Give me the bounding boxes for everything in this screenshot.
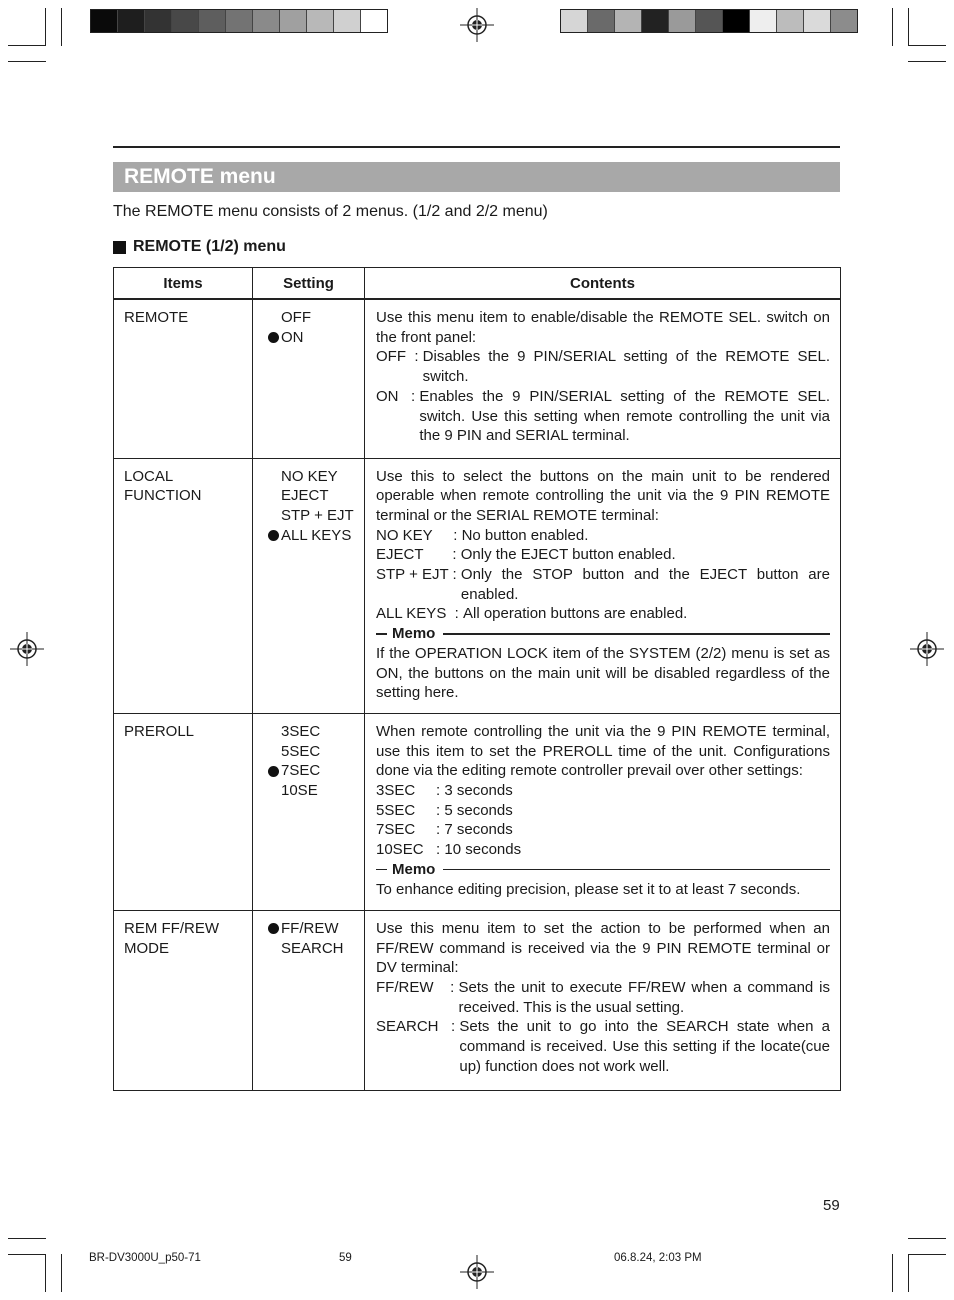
definition-desc: 3 seconds (444, 782, 513, 800)
color-swatch (561, 10, 588, 32)
color-swatch (777, 10, 804, 32)
footer-file: BR-DV3000U_p50-71 (89, 1252, 201, 1264)
definition-term: NO KEY : (376, 526, 462, 544)
memo-dash (376, 633, 387, 635)
definition-desc: Disables the 9 PIN/SERIAL setting of the REMOTE SEL. switch. (422, 348, 830, 386)
definition-desc: Enables the 9 PIN/SERIAL setting of the REMOTE SEL. switch. Use this setting when remote controlling the unit via the 9 PIN and SERIAL terminal. (419, 387, 830, 445)
color-swatch (669, 10, 696, 32)
setting-option (265, 742, 360, 762)
definition (376, 801, 830, 821)
subheading (113, 238, 286, 256)
item-name-line: REM FF/REW (124, 919, 219, 937)
color-swatch (91, 10, 118, 32)
memo-text: If the OPERATION LOCK item of the SYSTEM (2/2) menu is set as ON, the buttons on the main unit will be disabled regardless of the setting here. (376, 644, 830, 702)
setting-option (265, 486, 360, 506)
table-header-row (114, 268, 841, 300)
contents-cell (365, 713, 841, 910)
definition-desc: All operation buttons are enabled. (463, 605, 688, 623)
item-name-line: FUNCTION (124, 487, 202, 505)
page-number: 59 (823, 1197, 840, 1214)
definition (376, 840, 830, 860)
setting-option (265, 919, 360, 939)
footer-page: 59 (339, 1252, 352, 1264)
memo-text: To enhance editing precision, please set it to at least 7 seconds. (376, 880, 801, 898)
color-swatch (804, 10, 831, 32)
setting-option (265, 467, 360, 487)
definition-desc: Sets the unit to go into the SEARCH state when a command is received. Use this setting if the locate(cue up) function does not work well. (459, 1018, 830, 1075)
setting-option (265, 761, 360, 781)
definition (376, 387, 830, 446)
default-dot-icon (265, 332, 281, 343)
item-name-line: PREROLL (124, 722, 195, 740)
color-bar-right (560, 9, 858, 33)
memo-label: Memo (392, 625, 436, 643)
definition-term: FF/REW : (376, 979, 459, 997)
color-swatch (615, 10, 642, 32)
color-swatch (361, 10, 387, 32)
color-swatch (253, 10, 280, 32)
definition-term: STP + EJT : (376, 566, 461, 584)
definition (376, 347, 830, 386)
setting-label: SEARCH (281, 939, 344, 957)
color-swatch (723, 10, 750, 32)
memo-rule (443, 869, 830, 871)
memo-header (376, 860, 830, 880)
item-cell (114, 910, 253, 1090)
setting-option (265, 939, 360, 959)
definition-term: 5SEC : (376, 801, 445, 819)
definition-term: ALL KEYS : (376, 605, 463, 623)
item-cell (114, 299, 253, 458)
header-contents: Contents (365, 268, 841, 300)
definition-desc: 10 seconds (444, 841, 522, 859)
color-swatch (118, 10, 145, 32)
setting-label: 7SEC (281, 762, 321, 780)
setting-option (265, 328, 360, 348)
setting-label: ON (281, 328, 304, 346)
setting-label: EJECT (281, 487, 329, 505)
definition-desc: Sets the unit to execute FF/REW when a command is received. This is the usual setting. (458, 979, 830, 1016)
definition-term: 10SEC : (376, 841, 445, 859)
definition (376, 545, 830, 565)
memo-dash (376, 869, 387, 871)
color-swatch (696, 10, 723, 32)
color-swatch (199, 10, 226, 32)
table-row (114, 299, 841, 458)
setting-label: FF/REW (281, 919, 339, 937)
definition-term: SEARCH : (376, 1018, 460, 1036)
setting-cell (253, 910, 365, 1090)
setting-cell (253, 299, 365, 458)
definition-term: 3SEC : (376, 782, 445, 800)
setting-label: NO KEY (281, 467, 338, 485)
default-dot-icon (265, 530, 281, 541)
contents-intro: Use this menu item to enable/disable the REMOTE SEL. switch on the front panel: (376, 309, 830, 346)
item-cell (114, 713, 253, 910)
default-dot-icon (265, 766, 281, 777)
color-swatch (588, 10, 615, 32)
setting-label: 5SEC (281, 742, 321, 760)
intro-text: The REMOTE menu consists of 2 menus. (1/2 and 2/2 menu) (113, 203, 548, 220)
registration-mark-icon (460, 8, 494, 42)
setting-label: STP + EJT (281, 506, 354, 524)
color-swatch (145, 10, 172, 32)
item-cell (114, 458, 253, 713)
color-swatch (226, 10, 253, 32)
setting-option (265, 526, 360, 546)
definition (376, 978, 830, 1017)
contents-cell (365, 299, 841, 458)
color-swatch (642, 10, 669, 32)
setting-label: OFF (281, 309, 311, 326)
definition (376, 820, 830, 840)
definition-desc: 7 seconds (444, 821, 513, 839)
color-swatch (307, 10, 334, 32)
subheading-text: REMOTE (1/2) menu (133, 238, 286, 255)
table-row (114, 458, 841, 713)
setting-option (265, 506, 360, 526)
color-swatch (172, 10, 199, 32)
definition (376, 604, 830, 624)
section-title-bar (113, 162, 840, 192)
item-name-line: LOCAL (124, 467, 174, 485)
header-items: Items (114, 268, 253, 300)
contents-cell (365, 910, 841, 1090)
square-bullet-icon (113, 241, 126, 254)
setting-cell (253, 713, 365, 910)
setting-label: 3SEC (281, 722, 321, 740)
setting-option (265, 781, 360, 801)
item-name-line: REMOTE (124, 309, 189, 326)
memo-rule (443, 633, 830, 635)
setting-option (265, 308, 360, 328)
default-dot-icon (265, 923, 281, 934)
color-swatch (831, 10, 857, 32)
registration-mark-icon (460, 1255, 494, 1289)
table-row (114, 910, 841, 1090)
setting-cell (253, 458, 365, 713)
header-setting: Setting (253, 268, 365, 300)
contents-cell (365, 458, 841, 713)
definition-term: OFF : (376, 348, 423, 366)
color-bar-left (90, 9, 388, 33)
registration-mark-icon (910, 632, 944, 666)
contents-intro: Use this menu item to set the action to be performed when an FF/REW command is received via the 9 PIN REMOTE terminal or DV terminal: (376, 919, 830, 977)
definition-term: EJECT : (376, 546, 461, 564)
definition (376, 526, 830, 546)
memo-header (376, 624, 830, 644)
remote-menu-table (113, 267, 841, 1091)
definition-term: 7SEC : (376, 821, 445, 839)
top-rule (113, 146, 840, 148)
definition-desc: 5 seconds (444, 801, 513, 819)
contents-intro: When remote controlling the unit via the 9 PIN REMOTE terminal, use this item to set the PREROLL time of the unit. Configurations done via the editing remote controller prevail over other settings: (376, 722, 830, 780)
memo-label: Memo (392, 860, 436, 878)
definition-desc: Only the EJECT button enabled. (460, 546, 676, 564)
section-title: REMOTE menu (124, 165, 276, 188)
color-swatch (280, 10, 307, 32)
item-name-line: MODE (124, 939, 169, 957)
definition (376, 781, 830, 801)
setting-option (265, 722, 360, 742)
footer-datetime: 06.8.24, 2:03 PM (614, 1252, 702, 1264)
contents-intro: Use this to select the buttons on the main unit to be rendered operable when remote controlling the unit via the 9 PIN REMOTE terminal or the SERIAL REMOTE terminal: (376, 467, 830, 524)
setting-label: ALL KEYS (281, 526, 352, 544)
color-swatch (750, 10, 777, 32)
setting-label: 10SE (281, 781, 318, 799)
definition (376, 1017, 830, 1076)
definition (376, 565, 830, 604)
table-row (114, 713, 841, 910)
registration-mark-icon (10, 632, 44, 666)
definition-term: ON : (376, 387, 420, 405)
definition-desc: Only the STOP button and the EJECT button are enabled. (460, 566, 830, 603)
definition-desc: No button enabled. (461, 526, 589, 544)
color-swatch (334, 10, 361, 32)
